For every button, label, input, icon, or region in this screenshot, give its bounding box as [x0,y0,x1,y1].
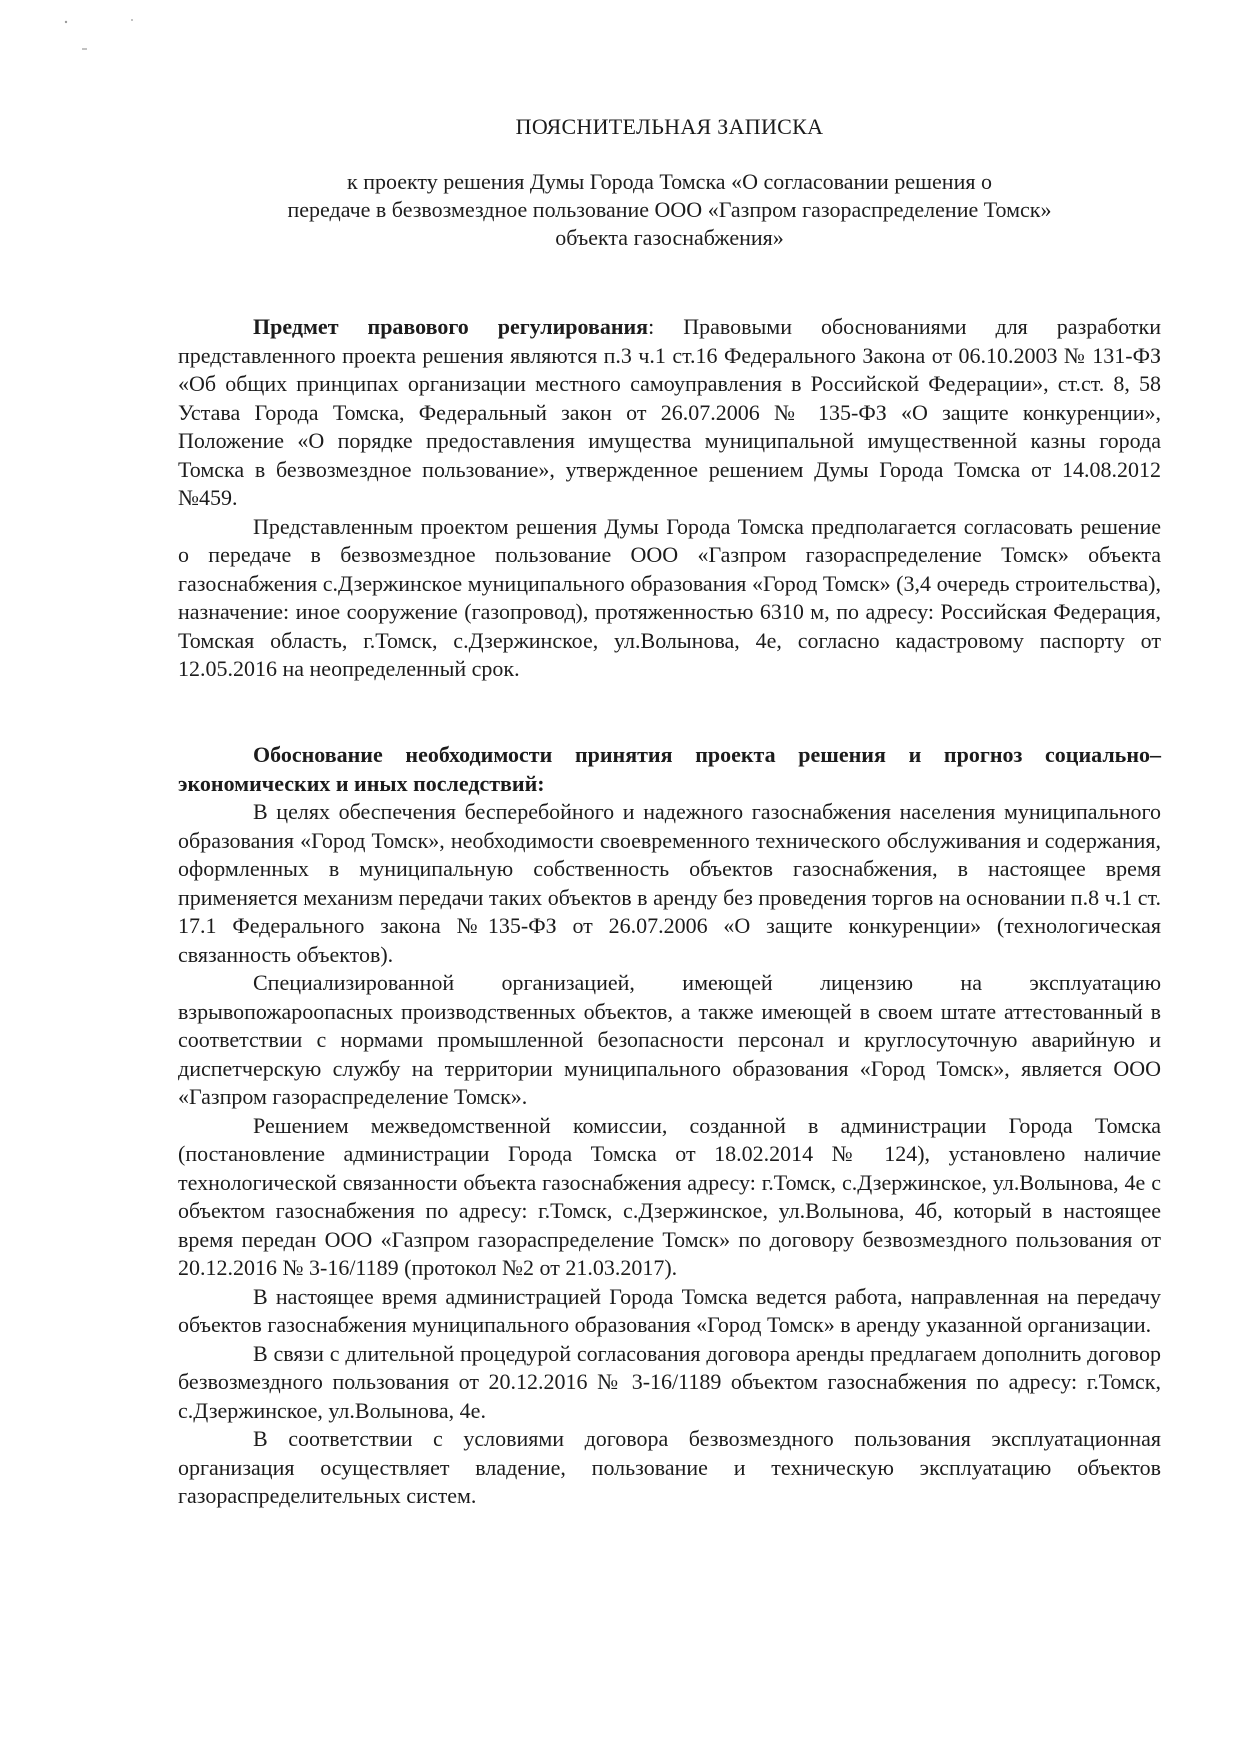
section-justification [178,741,1161,1511]
paragraph: В целях обеспечения бесперебойного и надежного газоснабжения населения муниципального образования «Город Томск», необходимости своевременного технического обслуживания и содержания, оформленных в муниципальную собственность объектов газоснабжения, в настоящее время применяется механизм передачи таких объектов в аренду без проведения торгов на основании п.8 ч.1 ст. 17.1 Федерального закона №135-ФЗ от 26.07.2006 «О защите конкуренции» (технологическая связанность объектов). [178,799,1161,967]
paragraph: Специализированной организацией, имеющей лицензию на эксплуатацию взрывопожароопасных производственных объектов, а также имеющей в своем штате аттестованный в соответствии с нормами промышленной безопасности персонал и круглосуточную аварийную и диспетчерскую службу на территории муниципального образования «Город Томск», является ООО «Газпром газораспределение Томск». [178,970,1161,1109]
section-label: Предмет правового регулирования [253,314,649,339]
paragraph: Представленным проектом решения Думы Города Томска предполагается согласовать решение о передаче в безвозмездное пользование ООО «Газпром газораспределение Томск» объекта газоснабжения с.Дзержинское муниципального образования «Город Томск» (3,4 очередь строительства), назначение: иное сооружение (газопровод), протяженностью 6310 м, по адресу: Российская Федерация, Томская область, г.Томск, с.Дзержинское, ул.Волынова, 4е, согласно кадастровому паспорту от 12.05.2016 на неопределенный срок. [178,513,1161,681]
subtitle-line: передаче в безвозмездное пользование ООО «Газпром газораспределение Томск» [287,197,1052,222]
paragraph-text: : Правовыми обоснованиями для разработки представленного проекта решения являются п.3 ч.1 ст.16 Федерального Закона от 06.10.2003 № 131-ФЗ «Об общих принципах организации местного самоуправления в Российской Федерации», ст.ст. 8, 58 Устава Города Томска, Федеральный закон от 26.07.2006 № 135-ФЗ «О защите конкуренции», Положение «О порядке предоставления имущества муниципальной имущественной казны города Томска в безвозмездное пользование», утвержденное решением Думы Города Томска от 14.08.2012 №459. [178,314,1162,510]
section-heading: Обоснование необходимости принятия проекта решения и прогноз социально–экономических и иных последствий: [178,742,1161,796]
subtitle-line: к проекту решения Думы Города Томска «О согласовании решения о [347,169,992,194]
paragraph: Решением межведомственной комиссии, созданной в администрации Города Томска (постановление администрации Города Томска от 18.02.2014 № 124), установлено наличие технологической связанности объекта газоснабжения адресу: г.Томск, с.Дзержинское, ул.Волынова, 4е с объектом газоснабжения по адресу: г.Томск, с.Дзержинское, ул.Волынова, 4б, который в настоящее время передан ООО «Газпром газораспределение Томск» по договору безвозмездного пользования от 20.12.2016 № 3-16/1189 (протокол №2 от 21.03.2017). [178,1112,1161,1280]
paragraph [178,313,1161,513]
document-subtitle [178,168,1161,252]
section-legal-basis [178,313,1161,684]
document-title: ПОЯСНИТЕЛЬНАЯ ЗАПИСКА [515,114,824,139]
paragraph: В настоящее время администрацией Города Томска ведется работа, направленная на передачу объектов газоснабжения муниципального образования «Город Томск» в аренду указанной организации. [178,1283,1161,1337]
paragraph: В связи с длительной процедурой согласования договора аренды предлагаем дополнить договор безвозмездного пользования от 20.12.2016 № 3-16/1189 объектом газоснабжения по адресу: г.Томск, с.Дзержинское, ул.Волынова, 4е. [178,1340,1161,1423]
subtitle-line: объекта газоснабжения» [555,225,784,250]
paragraph: В соответствии с условиями договора безвозмездного пользования эксплуатационная организация осуществляет владение, пользование и техническую эксплуатацию объектов газораспределительных систем. [178,1426,1161,1508]
scan-specks [60,16,150,56]
